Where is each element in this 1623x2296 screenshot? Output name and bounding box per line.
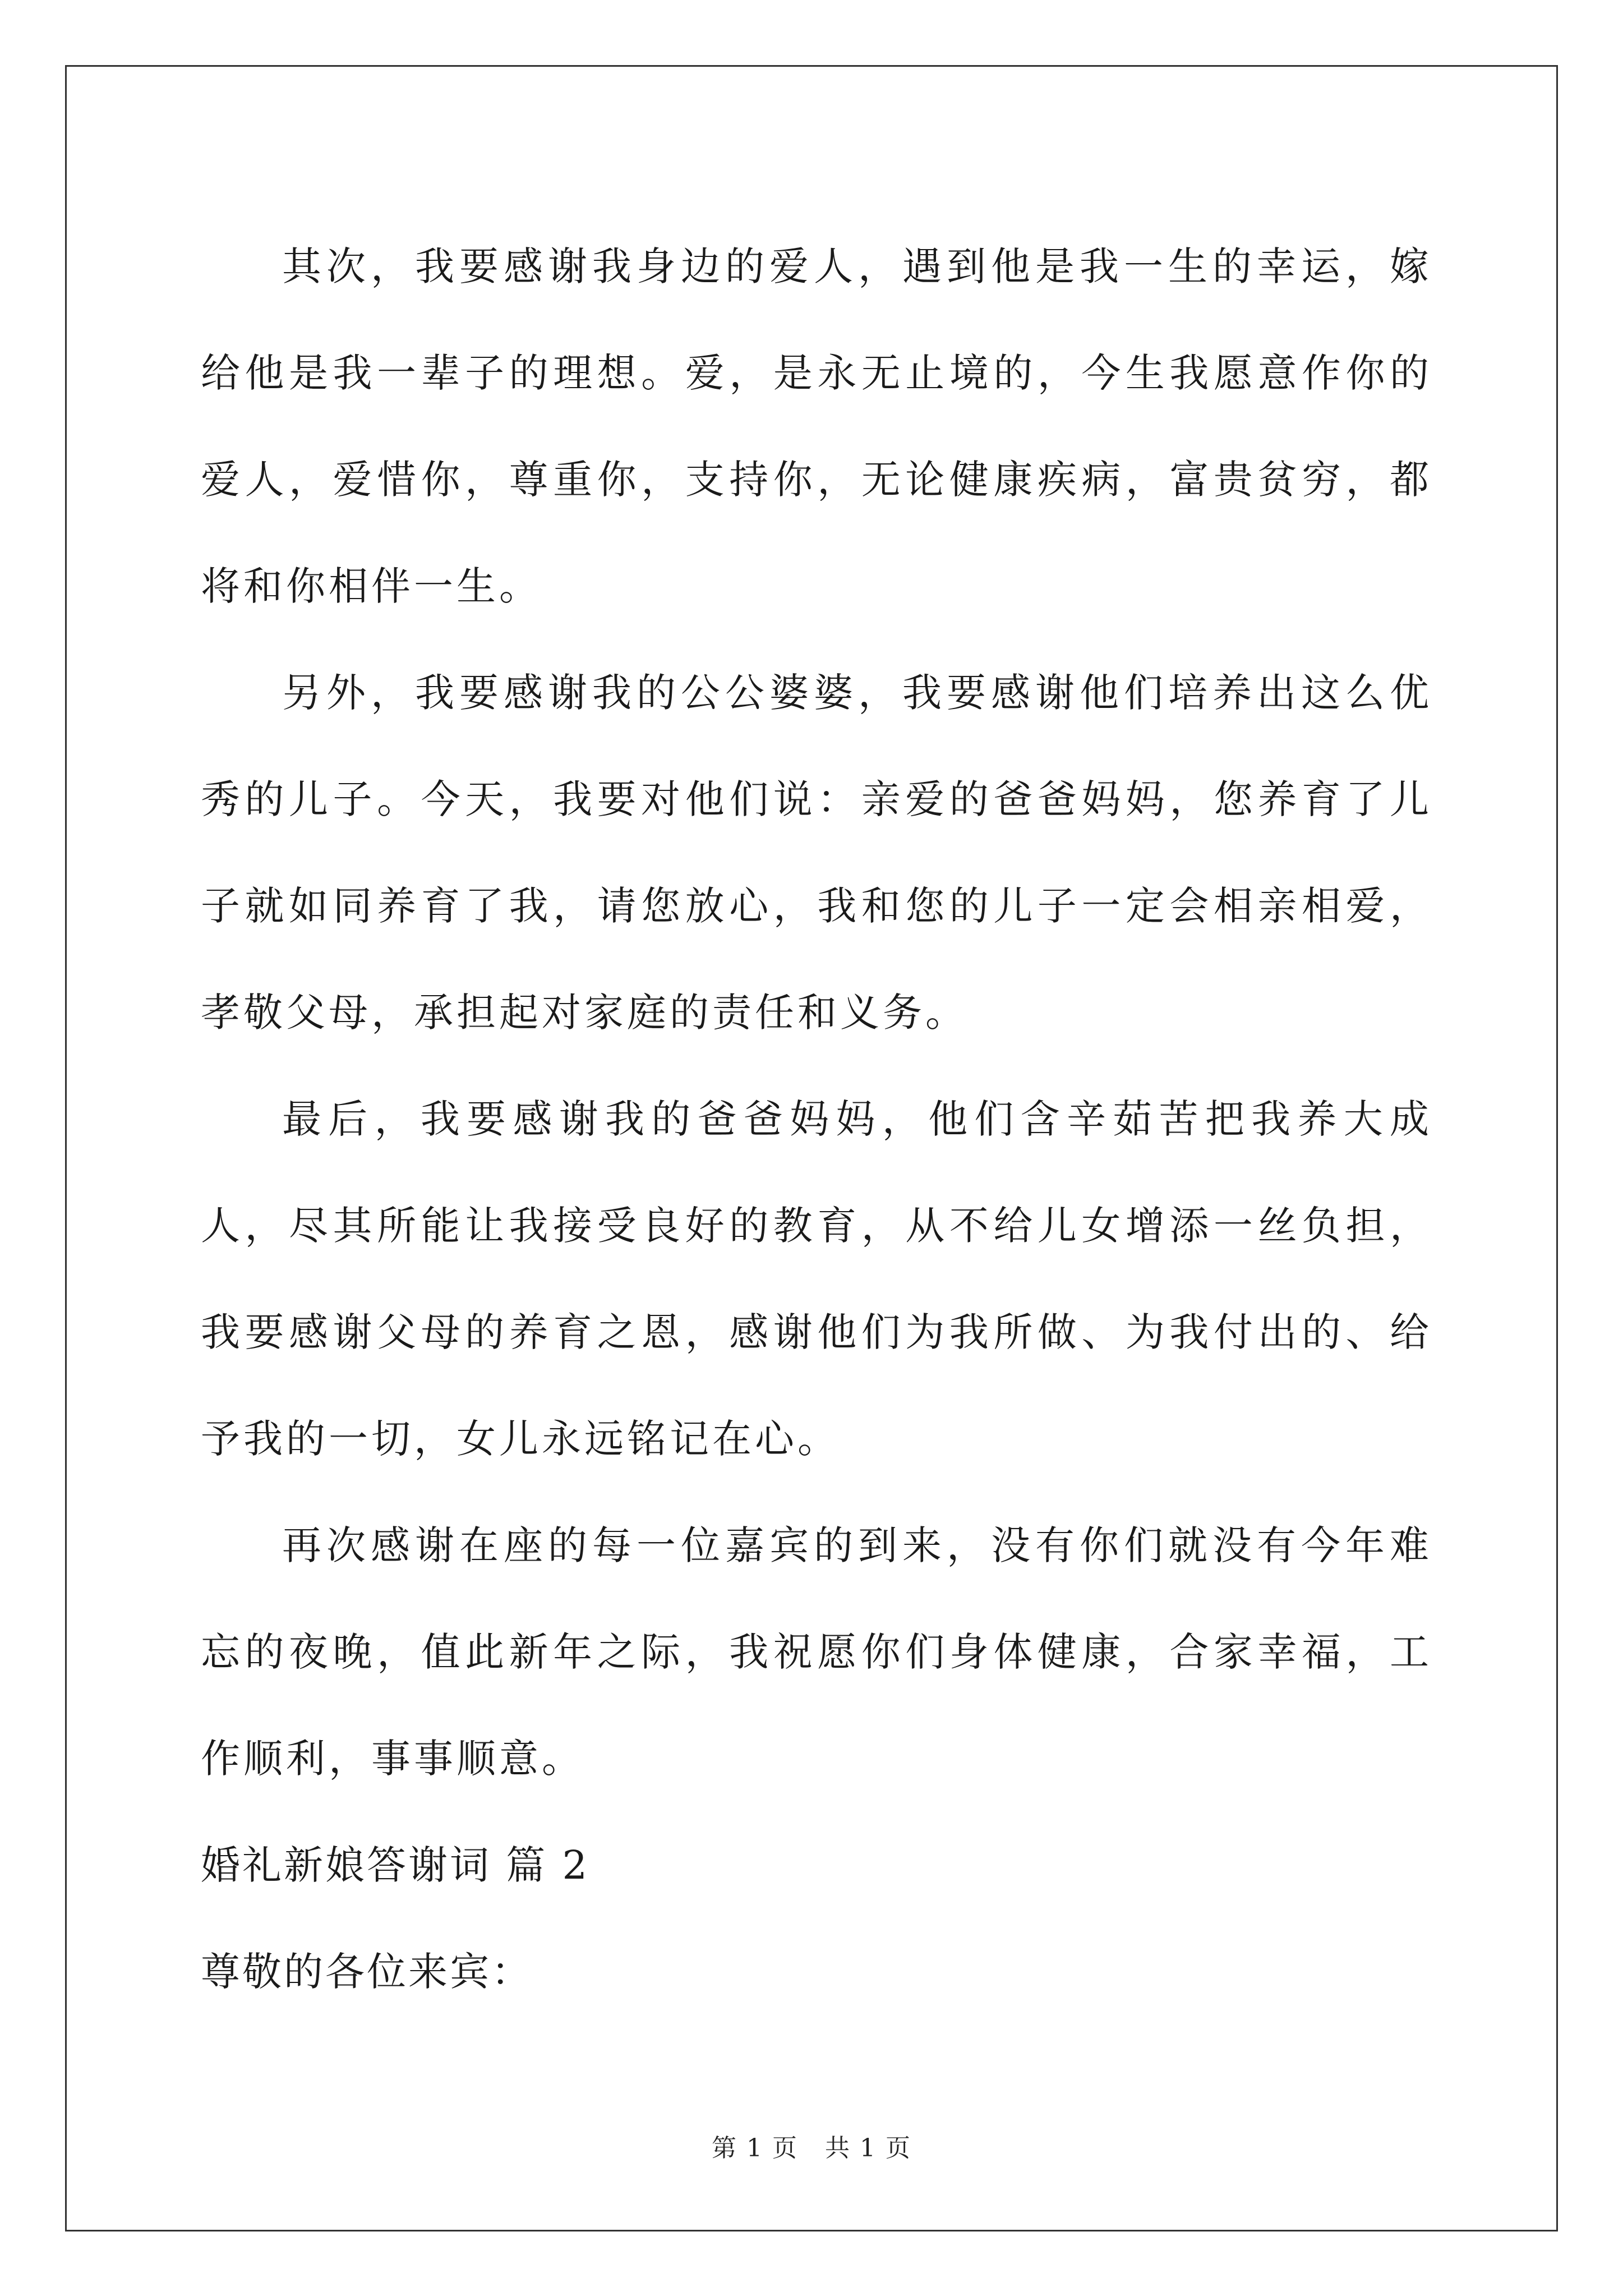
page-footer (0, 2132, 1623, 2165)
paragraph-thanks-in-laws: 另外，我要感谢我的公公婆婆，我要感谢他们培养出这么优秀的儿子。今天，我要对他们说：亲爱的爸爸妈妈，您养育了儿子就如同养育了我，请您放心，我和您的儿子一定会相亲相爱，孝敬父母，承担起对家庭的责任和义务。 (201, 670, 1432, 1036)
salutation: 尊敬的各位来宾： (201, 1949, 533, 1995)
paragraph-thanks-guests: 再次感谢在座的每一位嘉宾的到来，没有你们就没有今年难忘的夜晚，值此新年之际，我祝愿你们身体健康，合家幸福，工作顺利，事事顺意。 (201, 1522, 1432, 1782)
paragraph-thanks-parents: 最后，我要感谢我的爸爸妈妈，他们含辛茹苦把我养大成人，尽其所能让我接受良好的教育，从不给儿女增添一丝负担，我要感谢父母的养育之恩，感谢他们为我所做、为我付出的、给予我的一切，女儿永远铭记在心。 (201, 1096, 1432, 1462)
paragraph-thanks-husband: 其次，我要感谢我身边的爱人，遇到他是我一生的幸运，嫁给他是我一辈子的理想。爱，是永无止境的，今生我愿意作你的爱人，爱惜你，尊重你，支持你，无论健康疾病，富贵贫穷，都将和你相伴一生。 (201, 243, 1432, 609)
page-number-total: 共 1 页 (825, 2134, 911, 2162)
page-number-current: 第 1 页 (712, 2134, 798, 2162)
document-body (201, 213, 1432, 2025)
section-heading: 婚礼新娘答谢词 篇 2 (201, 1842, 590, 1888)
